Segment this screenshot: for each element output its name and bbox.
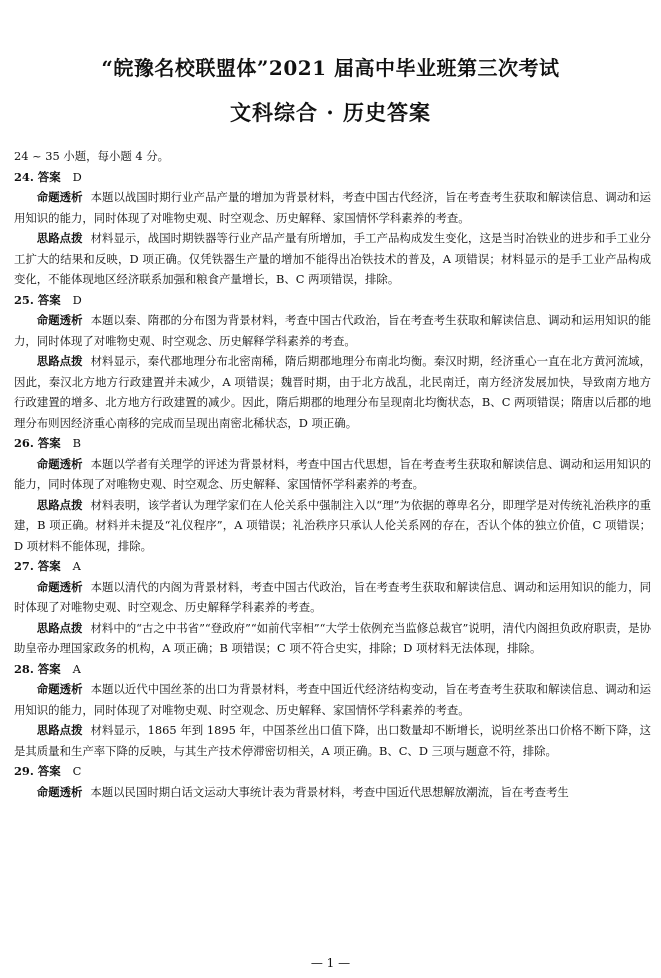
answer-label: 答案 — [37, 661, 61, 676]
analysis-label: 命题透析 — [36, 682, 83, 696]
analysis-label: 命题透析 — [36, 784, 83, 799]
analysis-text: 本题以清代的内阁为背景材料，考查中国古代政治，旨在考查考生获取和解读信息、调动和运用知识的能力，同时体现了对唯物史观、时空观念、历史解释学科素养的考查。 — [14, 579, 651, 614]
analysis-label: 命题透析 — [36, 456, 83, 471]
answer-line — [14, 556, 651, 577]
analysis-text: 本题以近代中国丝茶的出口为背景材料，考查中国近代经济结构变动，旨在考查考生获取和解读信息、调动和运用知识的能力，同时体现了对唯物史观、时空观念、历史解释、家国情怀学科素养的考查。 — [14, 682, 651, 717]
answer-line — [14, 167, 651, 188]
answer-value: A — [72, 559, 81, 573]
analysis-label: 命题透析 — [36, 579, 83, 594]
analysis-text: 本题以学者有关理学的评述为背景材料，考查中国古代思想，旨在考查考生获取和解读信息、调动和运用知识的能力，同时体现了对唯物史观、时空观念、历史解释、家国情怀学科素养的考查。 — [14, 456, 651, 491]
answer-line — [14, 659, 651, 680]
hint-text: 材料中的“古之中书省”“登政府”“如前代宰相”“大学士依例充当监修总裁官”说明，清代内阁担负政府职责，是协助皇帝办理国家政务的机构，A 项正确；B 项错误；C 项不符合史实，排除；D 项材料无法体现，排除。 — [14, 620, 651, 655]
answer-line — [14, 433, 651, 454]
question-number: 25. — [14, 292, 34, 307]
question-number: 24. — [14, 169, 34, 184]
answer-label: 答案 — [37, 436, 61, 450]
analysis-label: 命题透析 — [36, 190, 83, 204]
answer-value: D — [72, 169, 82, 184]
hint-paragraph — [14, 720, 651, 761]
hint-paragraph — [14, 495, 651, 557]
question-block-26 — [14, 433, 651, 556]
hint-label: 思路点拨 — [36, 354, 83, 368]
hint-label: 思路点拨 — [36, 620, 83, 635]
question-number: 27. — [14, 559, 34, 573]
analysis-text: 本题以秦、隋郡的分布图为背景材料，考查中国古代政治，旨在考查考生获取和解读信息、调动和运用知识的能力，同时体现了对唯物史观、时空观念、历史解释学科素养的考查。 — [14, 313, 651, 348]
question-block-29 — [14, 761, 651, 802]
hint-label: 思路点拨 — [36, 497, 83, 512]
answer-line — [14, 761, 651, 782]
hint-text: 材料显示，战国时期铁器等行业产品产量有所增加，手工产品构成发生变化，这是当时冶铁业的进步和手工业分工扩大的结果和反映，D 项正确。仅凭铁器生产量的增加不能得出冶铁技术的普及，A 项错误；材料显示的是手工业产品构成变化，不能体现地区经济联系加强和粮食产量增长，B、C 两项错误，排除。 — [14, 231, 651, 286]
answer-line — [14, 290, 651, 311]
answer-value: A — [72, 661, 81, 676]
analysis-paragraph — [14, 454, 651, 495]
hint-paragraph — [14, 351, 651, 433]
analysis-paragraph — [14, 679, 651, 720]
question-number: 28. — [14, 661, 34, 676]
answer-value: C — [72, 764, 82, 778]
answer-value: B — [72, 436, 81, 450]
analysis-paragraph — [14, 187, 651, 228]
question-number: 26. — [14, 436, 34, 450]
analysis-paragraph — [14, 577, 651, 618]
hint-label: 思路点拨 — [36, 723, 83, 737]
answer-value: D — [72, 292, 82, 307]
intro-line: 24 ~ 35 小题，每小题 4 分。 — [14, 149, 170, 163]
question-block-28 — [14, 659, 651, 762]
hint-text: 材料表明，该学者认为理学家们在人伦关系中强制注入以“理”为依据的尊卑名分，即理学是对传统礼治秩序的重建，B 项正确。材料并未提及“礼仪程序”，A 项错误；礼治秩序只承认人伦关系网的存在，否认个体的独立价值，C 项错误；D 项材料不能体现，排除。 — [14, 497, 651, 553]
page-title: “皖豫名校联盟体”2021 届高中毕业班第三次考试 — [101, 56, 560, 80]
hint-paragraph — [14, 228, 651, 290]
hint-text: 材料显示，1865 年到 1895 年，中国茶丝出口值下降，出口数量却不断增长，说明丝茶出口价格不断下降，这是其质量和生产率下降的反映，与其生产技术停滞密切相关，A 项正确。B、C、D 三项与题意不符，排除。 — [14, 723, 651, 758]
analysis-paragraph — [14, 310, 651, 351]
answer-label: 答案 — [37, 292, 61, 307]
question-block-25 — [14, 290, 651, 434]
answer-content — [14, 146, 651, 802]
question-block-24 — [14, 167, 651, 290]
analysis-text: 本题以战国时期行业产品产量的增加为背景材料，考查中国古代经济，旨在考查考生获取和解读信息、调动和运用知识的能力，同时体现了对唯物史观、时空观念、历史解释、家国情怀学科素养的考查。 — [14, 190, 651, 225]
answer-label: 答案 — [37, 559, 61, 573]
answer-label: 答案 — [37, 169, 61, 184]
page-number: — 1 — — [310, 956, 351, 970]
analysis-paragraph — [14, 782, 651, 803]
question-block-27 — [14, 556, 651, 659]
analysis-text: 本题以民国时期白话文运动大事统计表为背景材料，考查中国近代思想解放潮流，旨在考查考生 — [90, 784, 569, 799]
answer-label: 答案 — [37, 764, 61, 778]
question-number: 29. — [14, 764, 34, 778]
hint-text: 材料显示，秦代郡地理分布北密南稀，隋后期郡地理分布南北均衡。秦汉时期，经济重心一直在北方黄河流域，因此，秦汉北方地方行政建置并未减少，A 项错误；魏晋时期，由于北方战乱，北民南迁，南方经济发展加快，导致南方地方行政建置的增多、北方地方行政建置的减少。因此，隋后期郡的地理分布呈现南北均衡状态，B、C 两项错误；隋唐以后郡的地理分布则因经济重心南移的完成而呈现出南密北稀状态，D 项正确。 — [14, 354, 651, 430]
page-subtitle: 文科综合 · 历史答案 — [230, 100, 431, 125]
hint-paragraph — [14, 618, 651, 659]
hint-label: 思路点拨 — [36, 231, 83, 245]
analysis-label: 命题透析 — [36, 313, 83, 327]
